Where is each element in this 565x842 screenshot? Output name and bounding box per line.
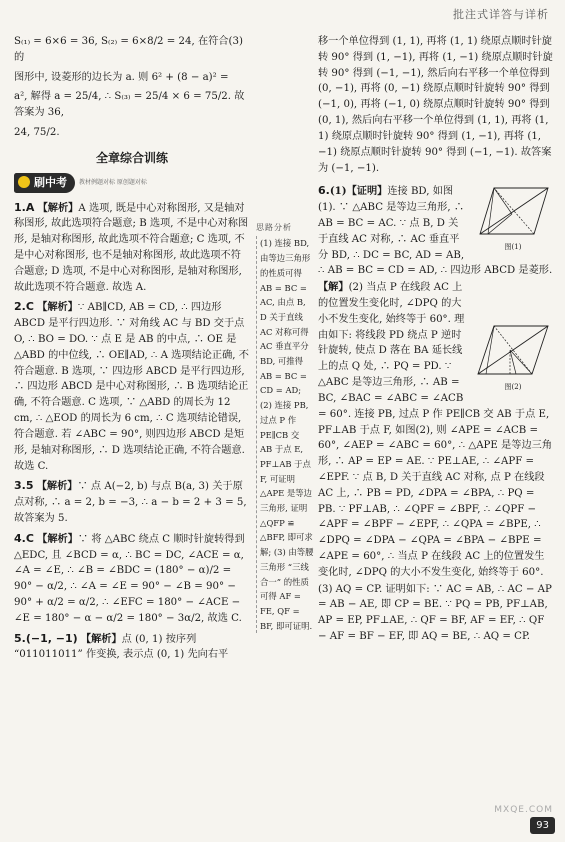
intro-line: S₍₁₎ = 6×6 = 36, S₍₂₎ = 6×8/2 = 24, 在符合(3)的 bbox=[14, 36, 243, 63]
watermark: MXQE.COM bbox=[494, 805, 553, 816]
right-column bbox=[318, 34, 554, 646]
badge bbox=[14, 173, 75, 192]
badge-label: 刷中考 bbox=[34, 176, 67, 190]
q6-part2: 【解】(2) 当点 P 在线段 AC 上的位置发生变化时, ∠DPQ 的大小不发生变化, 始终等于 60°. 理由如下: 将线段 PD 绕点 P 逆时针旋转, 使点 D 落在 BA 延长线上的点 Q 处, ∴ PQ = PD. ∵ △ABC 是等边三角形, ∴ AB = BC, ∠BAC = ∠ABC = ∠ACB = 60°. 连接 PB, 过点 P 作 PE∥CB 交 AB 于点 E, PF⊥AB 于点 F, 如图(2), 则 ∠APE = ∠ACB = 60°, ∠AEP = ∠ABC = 60°, ∴ △APE 是等边三角形, ∴ AP = EP = AE. ∵ PE⊥AE, ∴ ∠APF = ∠EPF. ∵ 点 B, D 关于直线 AC 对称, 点 P 在线段 AC 上, ∴ PB = PD, ∠DPA = ∠BPA, ∴ PQ = PB. ∵ PF⊥AB, ∴ ∠QPF = ∠BPF, ∴ ∠QPF − ∠APF = ∠BPF − ∠EPF, ∴ ∠QPA = ∠BPE, ∴ ∠DPQ = ∠DPA − ∠QPA = ∠BPA − ∠BPE = ∠APE = 60°, ∴ 当点 P 在线段 AC 上的位置发生变化时, ∠DPQ 的大小不发生变化, 始终等于 60°. bbox=[318, 281, 553, 578]
question-5: 5.(−1, −1) 【解析】点 (0, 1) 按序列 “011011011” 作变换, 表示点 (0, 1) 先向右平 bbox=[14, 631, 229, 661]
intro-line: 图形中, 设菱形的边长为 a. 则 6² + (8 − a)² = bbox=[14, 71, 229, 83]
badge-row bbox=[14, 173, 250, 192]
hint-column bbox=[256, 222, 314, 633]
q6-part3: (3) AQ = CP. 证明如下: ∵ AC = AB, ∴ AC − AP = AB − AE, 即 CP = BE. ∵ PQ = PB, PF⊥AB, AP = EP, PF⊥AE, ∴ QF = BF, AF = EF, ∴ QF − AF = BF − EF, 即 AQ = BE, ∴ AQ = CP. bbox=[318, 583, 552, 643]
section-title: 全章综合训练 bbox=[95, 150, 168, 165]
figure-1 bbox=[472, 182, 554, 253]
left-column bbox=[14, 34, 250, 666]
intro-line: a², 解得 a = 25/4, ∴ S₍₃₎ = 25/4 × 6 = 75/2. 故答案为 36, bbox=[14, 91, 245, 119]
q5-continuation: 移一个单位得到 (1, 1), 再将 (1, 1) 绕原点顺时针旋转 90° 得到 (1, −1), 再将 (1, −1) 绕原点顺时针旋转 90° 得到 (−1, −1), 然后向右平移一个单位得到 (0, −1), 再将 (0, −1) 绕原点顺时针旋转 90° 得到 (−1, 0), 再将 (−1, 0) 绕原点顺时针旋转 90° 得到 (0, 1), 然后向右平移一个单位得到 (1, 1), 再将 (1, 1) 绕原点顺时针旋转 90° 得到 (1, −1), 再将 (1, −1) 绕原点顺时针旋转 90° 得到 (−1, −1). 故答案为 (−1, −1). bbox=[318, 36, 553, 174]
question-1: 1.A 【解析】A 选项, 既是中心对称图形, 又是轴对称图形, 故此选项符合题意; B 选项, 不是中心对称图形, 是轴对称图形, 故此选项不符合题意; C 选项, 不是中心对称图形, 也不是轴对称图形, 故此选项不符合题意; D 选项, 不是中心对称图形, 是轴对称图形, 故此选项不符合题意. 故选 A. bbox=[14, 200, 249, 293]
figure-1-diagram bbox=[472, 182, 554, 242]
figure-2-diagram bbox=[472, 320, 554, 382]
hint-text: (1) 连接 BD, 由等边三角形的性质可得 AB = BC = AC, 由点 B, D 关于直线 AC 对称可得 AC 垂直平分 BD, 可推得 AB = BC = CD = AD; (2) 连接 PB, 过点 P 作 PE∥CB 交 AB 于点 E, PF⊥AB 于点 F, 可证明 △APE 是等边三角形, 证明 △QFP ≌ △BFP, 即可求解; (3) 由等腰三角形 “三线合一” 的性质可得 AF = FE, QF = BF, 即可证明. bbox=[256, 236, 314, 633]
q6-part1: 6.(1)【证明】连接 BD, 如图(1). ∵ △ABC 是等边三角形, ∴ AB = BC = AC. ∵ 点 B, D 关于直线 AC 对称, ∴ AC 垂直平分 BD, ∴ DC = BC, AD = AB, ∴ AB = BC = CD = AD, ∴ 四边形 ABCD 是菱形. bbox=[318, 184, 553, 277]
question-4: 4.C 【解析】∵ 将 △ABC 绕点 C 顺时针旋转得到 △EDC, 且 ∠BCD = α, ∴ BC = DC, ∠ACE = α, ∠A = ∠E, ∴ ∠B = ∠BDC = (180° − α)/2 = 90° − α/2, ∴ ∠A = ∠E = 90° − ∠B = 90° − 90° + α/2 = α/2, ∴ ∠EFC = 180° − ∠ACE − ∠E = 180° − α − α/2 = 180° − 3α/2, 故选 C. bbox=[14, 531, 245, 624]
question-2: 2.C 【解析】∵ AB∥CD, AB = CD, ∴ 四边形 ABCD 是平行四边形. ∵ 对角线 AC 与 BD 交于点 O, ∴ BO = DO. ∵ 点 E 是 AB 的中点, ∴ OE 是 △ABD 的中位线, ∴ OE∥AD, ∴ A 选项结论正确, 不符合题意. B 选项, ∵ 四边形 ABCD 是平行四边形, ∴ 四边形 ABCD 是中心对称图形, ∴ B 选项结论正确, 不符合题意. C 选项, ∵ △ABD 的周长为 12 cm, ∴ △EOD 的周长为 6 cm, ∴ C 选项结论错误, 符合题意. 若 ∠ABC = 90°, 则四边形 ABCD 是矩形, 是轴对称图形, ∴ D 选项结论正确, 不符合题意. 故选 C. bbox=[14, 300, 249, 472]
figure-2-caption: 图(2) bbox=[504, 383, 522, 392]
figure-2 bbox=[472, 320, 554, 393]
question-3: 3.5 【解析】∵ 点 A(−2, b) 与点 B(a, 3) 关于原点对称, ∴ a = 2, b = −3, ∴ a − b = 2 + 3 = 5, 故答案为 5. bbox=[14, 479, 247, 524]
hint-label: 思路分析 bbox=[256, 223, 292, 232]
page-number: 93 bbox=[530, 817, 555, 835]
badge-note: 教材例题对标 原创题对标 bbox=[79, 178, 147, 186]
page-header: 批注式详答与详析 bbox=[453, 8, 549, 21]
figure-1-caption: 图(1) bbox=[504, 243, 522, 252]
pencil-icon bbox=[18, 176, 30, 188]
intro-line: 24, 75/2. bbox=[14, 127, 60, 139]
